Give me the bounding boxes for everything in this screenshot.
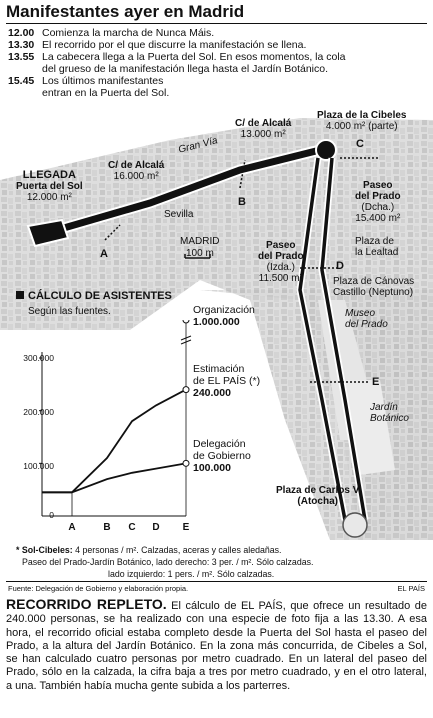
article-text bbox=[6, 598, 427, 693]
notes-rule bbox=[6, 581, 427, 582]
timeline-item: del grueso de la manifestación llega hasta el Jardín Botánico. bbox=[42, 63, 329, 75]
label-organizacion: Organización 1.000.000 bbox=[193, 304, 255, 328]
point-pais-end bbox=[183, 387, 189, 393]
label-scale: 100 m bbox=[186, 248, 214, 259]
attendance-chart bbox=[0, 320, 270, 540]
map-marker-b: B bbox=[238, 196, 246, 208]
timeline-item: 12.00 Comienza la marcha de Nunca Máis. bbox=[8, 27, 215, 39]
timeline-item: 13.55 La cabecera llega a la Puerta del Sol. En esos momentos, la cola bbox=[8, 51, 346, 63]
label-gran-via: Gran Vía bbox=[177, 135, 219, 156]
credit: EL PAÍS bbox=[397, 584, 425, 593]
label-delegacion: Delegación de Gobierno 100.000 bbox=[193, 438, 251, 474]
label-cibeles: Plaza de la Cibeles 4.000 m² (parte) bbox=[317, 110, 407, 132]
series-line-gobierno bbox=[42, 463, 186, 492]
x-tick-label: B bbox=[103, 522, 111, 533]
label-botanico: Jardín Botánico bbox=[370, 402, 409, 424]
label-llegada: LLEGADA Puerta del Sol 12.000 m² bbox=[16, 169, 83, 203]
label-prado-izda: Paseo del Prado (Izda.) 11.500 m² bbox=[258, 240, 304, 284]
article-body: El cálculo de EL PAÍS, que ofrece un resultado de 240.000 personas, se ha realizado con una especie de foto fija a las 13.30. A esa hora, el recorrido oficial estaba completo desde la Puerta del Sol hasta el paseo del Prado, a la altura del Jardín Botánico. En la zona más concurrida, de Cibeles a Sol, se han calculado cuatro personas por metro cuadrado. En un lateral del paseo del Prado, sólo en la calzada, la cifra baja a tres por metro cuadrado, y en el otro lateral, a una. También había mucha gente subida a los parterres. bbox=[6, 600, 427, 692]
title-rule bbox=[6, 23, 427, 24]
y-tick-label: 0 bbox=[49, 510, 54, 520]
note-1: * Sol-Cibeles: 4 personas / m². Calzadas, aceras y calles aledañas. bbox=[16, 545, 282, 555]
atocha-circle bbox=[343, 513, 367, 537]
note-2: Paseo del Prado-Jardín Botánico, lado derecho: 3 per. / m². Sólo calzadas. bbox=[22, 557, 314, 567]
x-tick-label: D bbox=[152, 522, 160, 533]
calc-subtitle: Según las fuentes. bbox=[28, 306, 111, 317]
label-prado-dcha: Paseo del Prado (Dcha.) 15.400 m² bbox=[355, 180, 401, 224]
x-tick-label: A bbox=[68, 522, 76, 533]
note-3: lado izquierdo: 1 pers. / m². Sólo calzadas. bbox=[108, 569, 275, 579]
cibeles-circle bbox=[316, 140, 336, 160]
y-tick-label: 200.000 bbox=[23, 407, 54, 417]
label-estimacion-pais: Estimación de EL PAÍS (*) 240.000 bbox=[193, 363, 261, 399]
y-tick-label: 100.000 bbox=[23, 461, 54, 471]
map-marker-a: A bbox=[100, 248, 108, 260]
x-tick-label: C bbox=[128, 522, 136, 533]
article-head: RECORRIDO REPLETO. bbox=[6, 596, 167, 612]
label-alcala-1: C/ de Alcalá 16.000 m² bbox=[108, 160, 165, 182]
timeline-item: 13.30 El recorrido por el que discurre la manifestación se llena. bbox=[8, 39, 307, 51]
x-tick-label: E bbox=[182, 522, 190, 533]
y-tick-label: 300.000 bbox=[23, 353, 54, 363]
map-marker-e: E bbox=[372, 376, 380, 388]
map-marker-c: C bbox=[356, 138, 364, 150]
timeline bbox=[8, 27, 428, 99]
calc-title: CÁLCULO DE ASISTENTES bbox=[16, 290, 172, 302]
point-organizacion bbox=[183, 320, 189, 323]
timeline-item: entran en la Puerta del Sol. bbox=[42, 87, 170, 99]
point-gobierno-end bbox=[183, 460, 189, 466]
label-alcala-2: C/ de Alcalá 13.000 m² bbox=[235, 118, 292, 140]
source-note: Fuente: Delegación de Gobierno y elaboración propia. bbox=[8, 584, 189, 593]
label-atocha: Plaza de Carlos V (Atocha) bbox=[276, 485, 360, 507]
label-museo: Museo del Prado bbox=[345, 308, 388, 330]
page-title: Manifestantes ayer en Madrid bbox=[6, 2, 245, 21]
map-marker-d: D bbox=[336, 260, 344, 272]
label-lealtad: Plaza de la Lealtad bbox=[355, 236, 399, 258]
label-madrid: MADRID bbox=[180, 236, 220, 247]
label-sevilla: Sevilla bbox=[164, 209, 194, 220]
timeline-item: 15.45 Los últimos manifestantes bbox=[8, 75, 164, 87]
label-canovas: Plaza de Cánovas Castillo (Neptuno) bbox=[333, 276, 415, 298]
